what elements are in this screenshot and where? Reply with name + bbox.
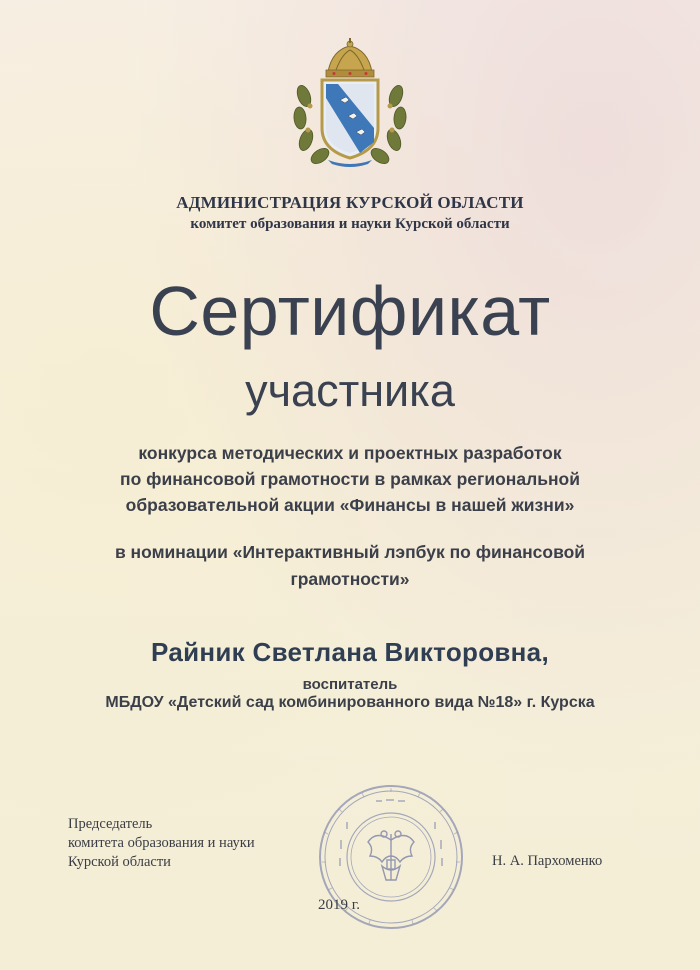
contest-line: по финансовой грамотности в рамках региональной [120,469,580,489]
nomination-line: грамотности» [290,569,410,589]
signer-title-line: Курской области [68,854,171,870]
contest-line: конкурса методических и проектных разработок [138,443,562,463]
contest-description [60,440,640,518]
committee-subtitle: комитет образования и науки Курской области [190,216,510,232]
administration-title: АДМИНИСТРАЦИЯ КУРСКОЙ ОБЛАСТИ [176,193,524,212]
signer-title-line: Председатель [68,816,153,832]
certificate-title: Сертификат [149,272,551,350]
contest-line: образовательной акции «Финансы в нашей жизни» [125,495,575,515]
signer-name: Н. А. Пархоменко [492,853,603,869]
signer-title-line: комитета образования и науки [68,835,255,851]
certificate-subtitle: участника [245,365,455,416]
issue-year: 2019 г. [318,897,360,913]
nomination-text [60,539,640,593]
kursk-coat-of-arms-icon [288,36,412,168]
recipient-organization: МБДОУ «Детский сад комбинированного вида №18» г. Курска [105,694,595,711]
recipient-name: Райник Светлана Викторовна, [151,637,549,667]
recipient-position: воспитатель [302,676,398,693]
signer-title [68,815,255,872]
nomination-line: в номинации «Интерактивный лэпбук по финансовой [114,542,586,562]
